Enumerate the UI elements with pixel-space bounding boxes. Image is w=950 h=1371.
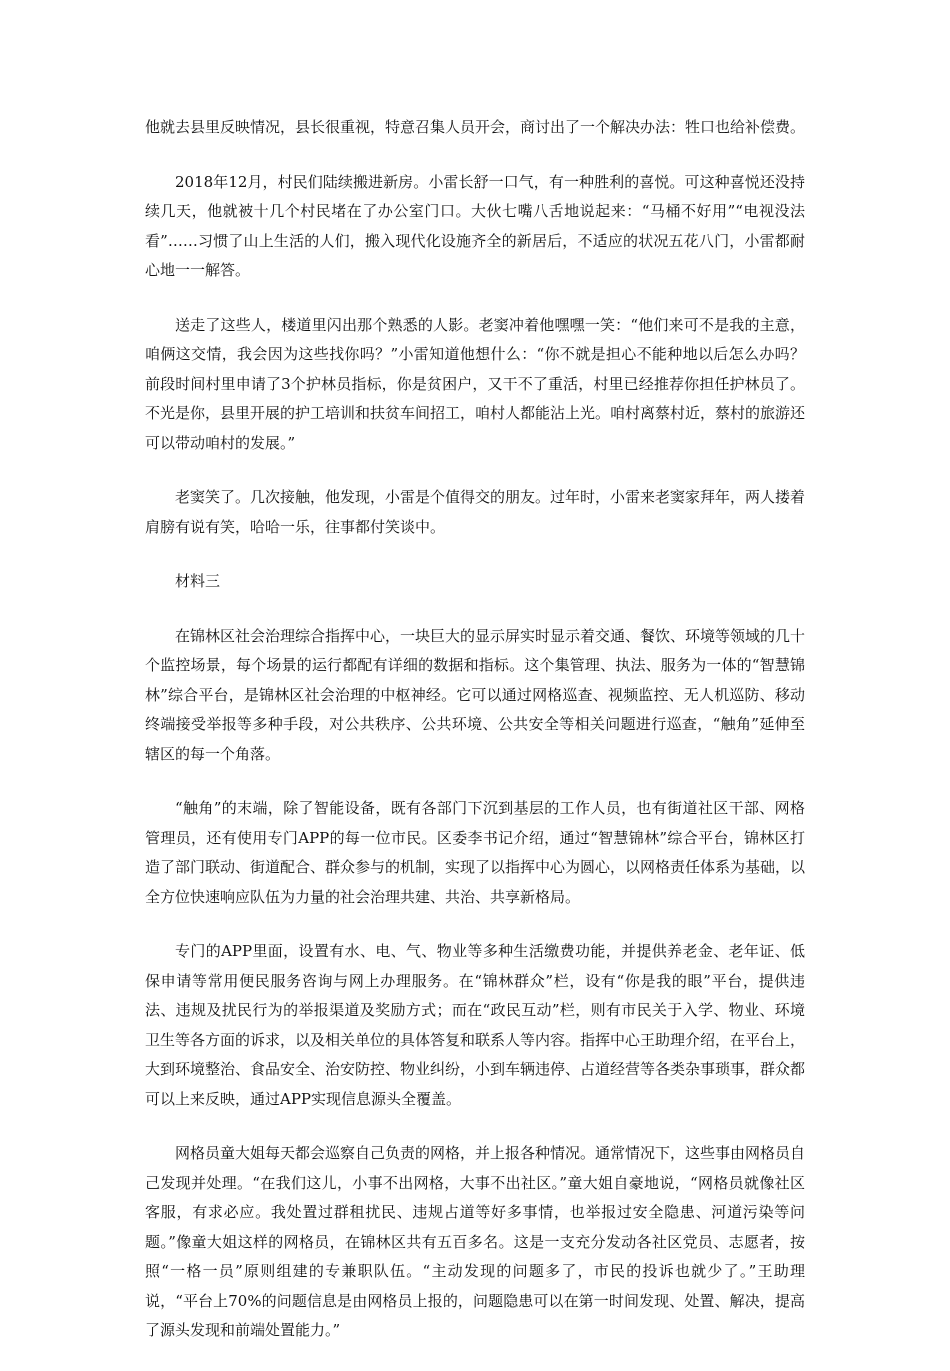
document-page (145, 113, 805, 1371)
paragraph-tentacle-end: “触角”的末端，除了智能设备，既有各部门下沉到基层的工作人员，也有街道社区干部、网格管理员，还有使用专门APP的每一位市民。区委李书记介绍，通过“智慧锦林”综合平台，锦林区打造了部门联动、街道配合、群众参与的机制，实现了以指挥中心为圆心，以网格责任体系为基础，以全方位快速响应队伍为力量的社会治理共建、共治、共享新格局。 (145, 799, 806, 906)
paragraph-continuation: 他就去县里反映情况，县长很重视，特意召集人员开会，商讨出了一个解决办法：牲口也给补偿费。 (145, 118, 806, 136)
paragraph-app-features: 专门的APP里面，设置有水、电、气、物业等多种生活缴费功能，并提供养老金、老年证、低保申请等常用便民服务咨询与网上办理服务。在“锦林群众”栏，设有“你是我的眼”平台，提供违法、违规及扰民行为的举报渠道及奖励方式；而在“政民互动”栏，则有市民关于入学、物业、环境卫生等各方面的诉求，以及相关单位的具体答复和联系人等内容。指挥中心王助理介绍，在平台上，大到环境整治、食品安全、治安防控、物业纠纷，小到车辆违停、占道经营等各类杂事琐事，群众都可以上来反映，通过APP实现信息源头全覆盖。 (145, 942, 806, 1108)
paragraph-grid-worker: 网格员童大姐每天都会巡察自己负责的网格，并上报各种情况。通常情况下，这些事由网格员自己发现并处理。“在我们这儿，小事不出网格，大事不出社区。”童大姐自豪地说，“网格员就像社区客服，有求必应。我处置过群租扰民、违规占道等好多事情，也举报过安全隐患、河道污染等问题。”像童大姐这样的网格员，在锦林区共有五百多名。这是一支充分发动各社区党员、志愿者，按照“一格一员”原则组建的专兼职队伍。“主动发现的问题多了，市民的投诉也就少了。”王助理说，“平台上70%的问题信息是由网格员上报的，问题隐患可以在第一时间发现、处置、解决，提高了源头发现和前端处置能力。” (145, 1144, 806, 1339)
section-heading-material-three: 材料三 (175, 572, 221, 590)
paragraph-command-center: 在锦林区社会治理综合指挥中心，一块巨大的显示屏实时显示着交通、餐饮、环境等领域的几十个监控场景，每个场景的运行都配有详细的数据和指标。这个集管理、执法、服务为一体的“智慧锦林”综合平台，是锦林区社会治理的中枢神经。它可以通过网格巡查、视频监控、无人机巡防、移动终端接受举报等多种手段，对公共秩序、公共环境、公共安全等相关问题进行巡查，“触角”延伸至辖区的每一个角落。 (145, 626, 806, 763)
paragraph-move-in: 2018年12月，村民们陆续搬进新房。小雷长舒一口气，有一种胜利的喜悦。可这种喜悦还没持续几天，他就被十几个村民堵在了办公室门口。大伙七嘴八舌地说起来：“马桶不好用”“电视没法看”……习惯了山上生活的人们，搬入现代化设施齐全的新居后，不适应的状况五花八门，小雷都耐心地一一解答。 (145, 172, 805, 279)
paragraph-new-year: 老窦笑了。几次接触，他发现，小雷是个值得交的朋友。过年时，小雷来老窦家拜年，两人搂着肩膀有说有笑，哈哈一乐，往事都付笑谈中。 (145, 488, 806, 536)
paragraph-lao-dou-dialogue: 送走了这些人，楼道里闪出那个熟悉的人影。老窦冲着他嘿嘿一笑：“他们来可不是我的主意，咱俩这交情，我会因为这些找你吗？”小雷知道他想什么：“你不就是担心不能种地以后怎么办吗？前段时间村里申请了3个护林员指标，你是贫困户，又干不了重活，村里已经推荐你担任护林员了。不光是你，县里开展的护工培训和扶贫车间招工，咱村人都能沾上光。咱村离蔡村近，蔡村的旅游还可以带动咱村的发展。” (145, 315, 806, 452)
